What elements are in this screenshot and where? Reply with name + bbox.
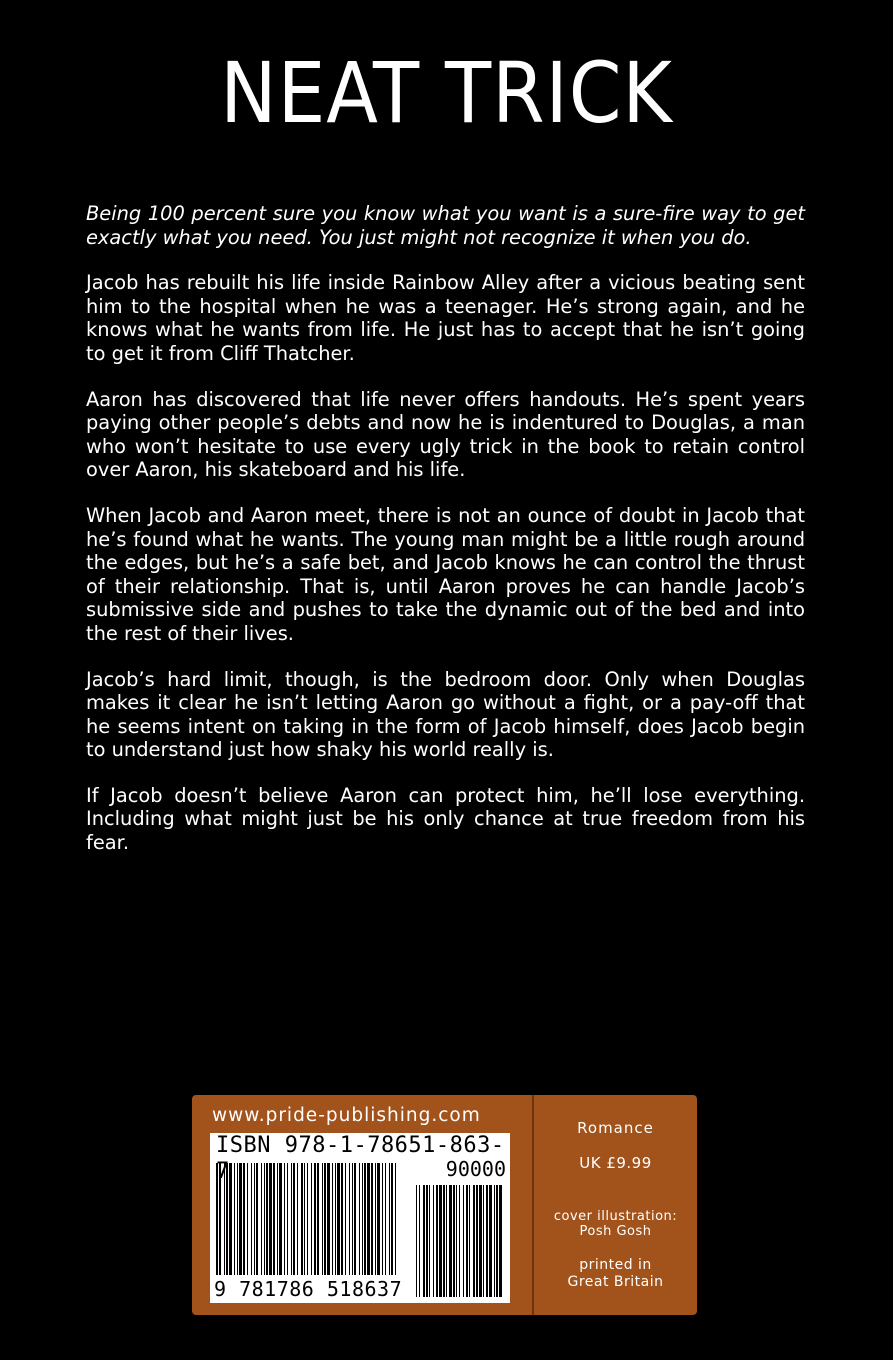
addon-barcode-bar [476, 1185, 478, 1297]
addon-barcode-bar [499, 1185, 502, 1297]
addon-barcode-bar [439, 1185, 442, 1297]
addon-barcode-bar [419, 1185, 420, 1297]
price-addon-code: 90000 [445, 1157, 506, 1181]
blurb-lead: Being 100 percent sure you know what you want is a sure-fire way to get exactly what you need. You just might not recognize it when you do. [86, 202, 805, 249]
addon-barcode-bar [473, 1185, 475, 1297]
cover-credit-label: cover illustration: [553, 1209, 678, 1224]
book-title: NEAT TRICK [220, 44, 673, 142]
addon-barcode-bar [423, 1185, 425, 1297]
barcode-panel [210, 1133, 510, 1303]
addon-barcode-bar [466, 1185, 468, 1297]
publisher-website[interactable]: www.pride-publishing.com [212, 1105, 481, 1126]
addon-barcode-bar [469, 1185, 470, 1297]
addon-barcode-bar [489, 1185, 492, 1297]
publisher-info-box [192, 1095, 697, 1315]
addon-barcode-bar [486, 1185, 488, 1297]
back-cover-blurb [86, 202, 805, 877]
addon-barcode-bar [433, 1185, 434, 1297]
addon-barcode-bar [416, 1185, 417, 1297]
blurb-paragraph-meeting: When Jacob and Aaron meet, there is not an ounce of doubt in Jacob that he’s found what he wants. The young man might be a little rough around the edges, but he’s a safe bet, and Jacob knows he can control the thrust of their relationship. That is, until Aaron proves he can handle Jacob’s submissive side and pushes to take the dynamic out of the bed and into the rest of their lives. [86, 503, 805, 645]
addon-barcode-bar [459, 1185, 460, 1297]
addon-barcode-bar [496, 1185, 498, 1297]
isbn-label: ISBN 978-1-78651-863-7 [216, 1133, 505, 1184]
blurb-paragraph-aaron: Aaron has discovered that life never offers handouts. He’s spent years paying other people’s debts and now he is indentured to Douglas, a man who won’t hesitate to use every ugly trick in the book to retain control over Aaron, his skateboard and his life. [86, 387, 805, 482]
addon-barcode-bar [456, 1185, 457, 1297]
addon-barcode-bar [483, 1185, 484, 1297]
addon-barcode-bar [446, 1185, 447, 1297]
addon-barcode-bar [426, 1185, 428, 1297]
addon-barcode-bar [449, 1185, 452, 1297]
addon-barcode-bar [429, 1185, 430, 1297]
blurb-paragraph-hard-limit: Jacob’s hard limit, though, is the bedroom door. Only when Douglas makes it clear he isn’t letting Aaron go without a fight, or a pay-off that he seems intent on taking in the form of Jacob himself, does Jacob begin to understand just how shaky his world really is. [86, 667, 805, 762]
price-label: UK £9.99 [579, 1154, 652, 1172]
printed-in-label: printed in [579, 1257, 652, 1273]
genre-label: Romance [577, 1119, 654, 1137]
addon-barcode-bar [463, 1185, 464, 1297]
ean-digits: 9 781786 518637 [214, 1277, 403, 1301]
printed-country: Great Britain [567, 1274, 664, 1290]
cover-credit-name: Posh Gosh [579, 1224, 652, 1239]
addon-barcode-bar [494, 1185, 495, 1297]
blurb-paragraph-closing: If Jacob doesn’t believe Aaron can protect him, he’ll lose everything. Including what might just be his only chance at true freedom from his fear. [86, 783, 805, 855]
blurb-paragraph-jacob: Jacob has rebuilt his life inside Rainbow Alley after a vicious beating sent him to the hospital when he was a teenager. He’s strong again, and he knows what he wants from life. He just has to accept that he isn’t going to get it from Cliff Thatcher. [86, 271, 805, 365]
addon-barcode-bar [443, 1185, 445, 1297]
addon-barcode-bar [479, 1185, 482, 1297]
addon-barcode-bar [453, 1185, 455, 1297]
addon-barcode-bar [436, 1185, 438, 1297]
